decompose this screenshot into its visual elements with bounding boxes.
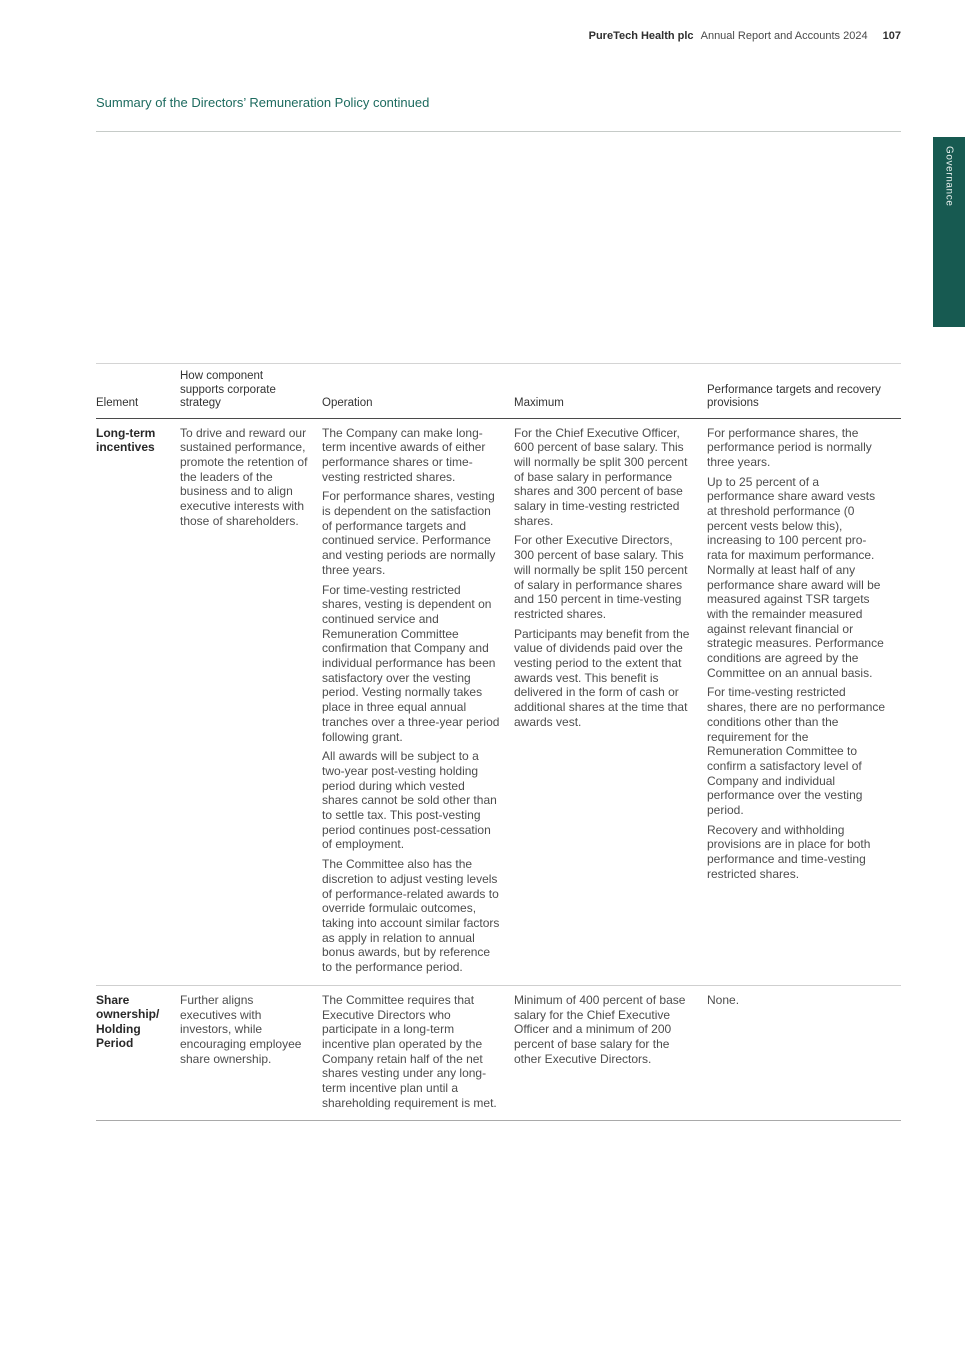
governance-tab: [933, 137, 965, 327]
table-row: [96, 986, 901, 1122]
report-title: Annual Report and Accounts 2024: [700, 30, 868, 42]
column-header-strategy: How component supports corporate strategy: [180, 370, 276, 409]
table-header-row: [96, 363, 901, 419]
column-header-element: Element: [96, 397, 139, 409]
company-name: PureTech Health plc: [588, 30, 694, 42]
operation-cell: The Company can make long-term incentive awards of either performance shares or time-vesting restricted shares. For performance shares, vesting is dependent on the satisfaction of performance targets and continued service. Performance and vesting periods are normally three years. For time-vesting restricted shares, vesting is dependent on continued service and Remuneration Committee confirmation that Company and individual performance has been satisfactory over the vesting period. Vesting normally takes place in three equal annual tranches over a three-year period following grant. All awards will be subject to a two-year post-vesting holding period during which vested shares cannot be sold other than to settle tax. This post-vesting period continues post-cessation of employment. The Committee also has the discretion to adjust vesting levels of performance-related awards to override formulaic outcomes, taking into account similar factors as apply in relation to annual bonus awards, but by reference to the performance period.: [322, 425, 500, 975]
element-cell: Share ownership/ Holding Period: [96, 992, 160, 1051]
policy-table-body: [96, 419, 901, 1122]
page-number: 107: [882, 30, 901, 42]
title-divider: [96, 131, 901, 132]
strategy-cell: Further aligns executives with investors, while encouraging employee share ownership.: [180, 992, 302, 1066]
section-title: Summary of the Directors’ Remuneration Policy continued: [96, 95, 430, 110]
operation-cell: The Committee requires that Executive Directors who participate in a long-term incentive plan operated by the Company retain half of the net shares vesting under any long-term incentive plan until a shareholding requirement is met.: [322, 992, 497, 1110]
performance-cell: None.: [707, 992, 740, 1007]
strategy-cell: To drive and reward our sustained performance, promote the retention of the leaders of the business and to align executive interests with those of shareholders.: [180, 425, 308, 528]
remuneration-policy-table: [96, 363, 901, 1121]
maximum-cell: Minimum of 400 percent of base salary for the Chief Executive Officer and a minimum of 200 percent of base salary for the other Executive Directors.: [514, 992, 686, 1066]
column-header-operation: Operation: [322, 397, 373, 409]
element-cell: Long-term incentives: [96, 425, 156, 454]
performance-cell: For performance shares, the performance period is normally three years. Up to 25 percent of a performance share award vests at threshold performance (0 percent vests below this), increasing to 100 percent pro-rata for maximum performance. Normally at least half of any performance share award will be measured against TSR targets with the remainder measured against relevant financial or strategic measures. Performance conditions are agreed by the Committee on an annual basis. For time-vesting restricted shares, there are no performance conditions other than the requirement for the Remuneration Committee to confirm a satisfactory level of Company and individual performance over the vesting period. Recovery and withholding provisions are in place for both performance and time-vesting restricted shares.: [707, 425, 886, 881]
column-header-maximum: Maximum: [514, 397, 564, 409]
governance-tab-label: Governance: [943, 146, 955, 207]
table-row: [96, 419, 901, 986]
page-header: [96, 30, 901, 42]
maximum-cell: For the Chief Executive Officer, 600 percent of base salary. This will normally be split 300 percent of base salary in performance shares and 300 percent of base salary in time-vesting restricted shares. For other Executive Directors, 300 percent of base salary. This will normally be split 150 percent of salary in performance shares and 150 percent in time-vesting restricted shares. Participants may benefit from the value of dividends paid over the vesting period to the extent that awards vest. This benefit is delivered in the form of cash or additional shares at the time that awards vest.: [514, 425, 690, 729]
column-header-performance: Performance targets and recovery provisions: [707, 383, 881, 409]
